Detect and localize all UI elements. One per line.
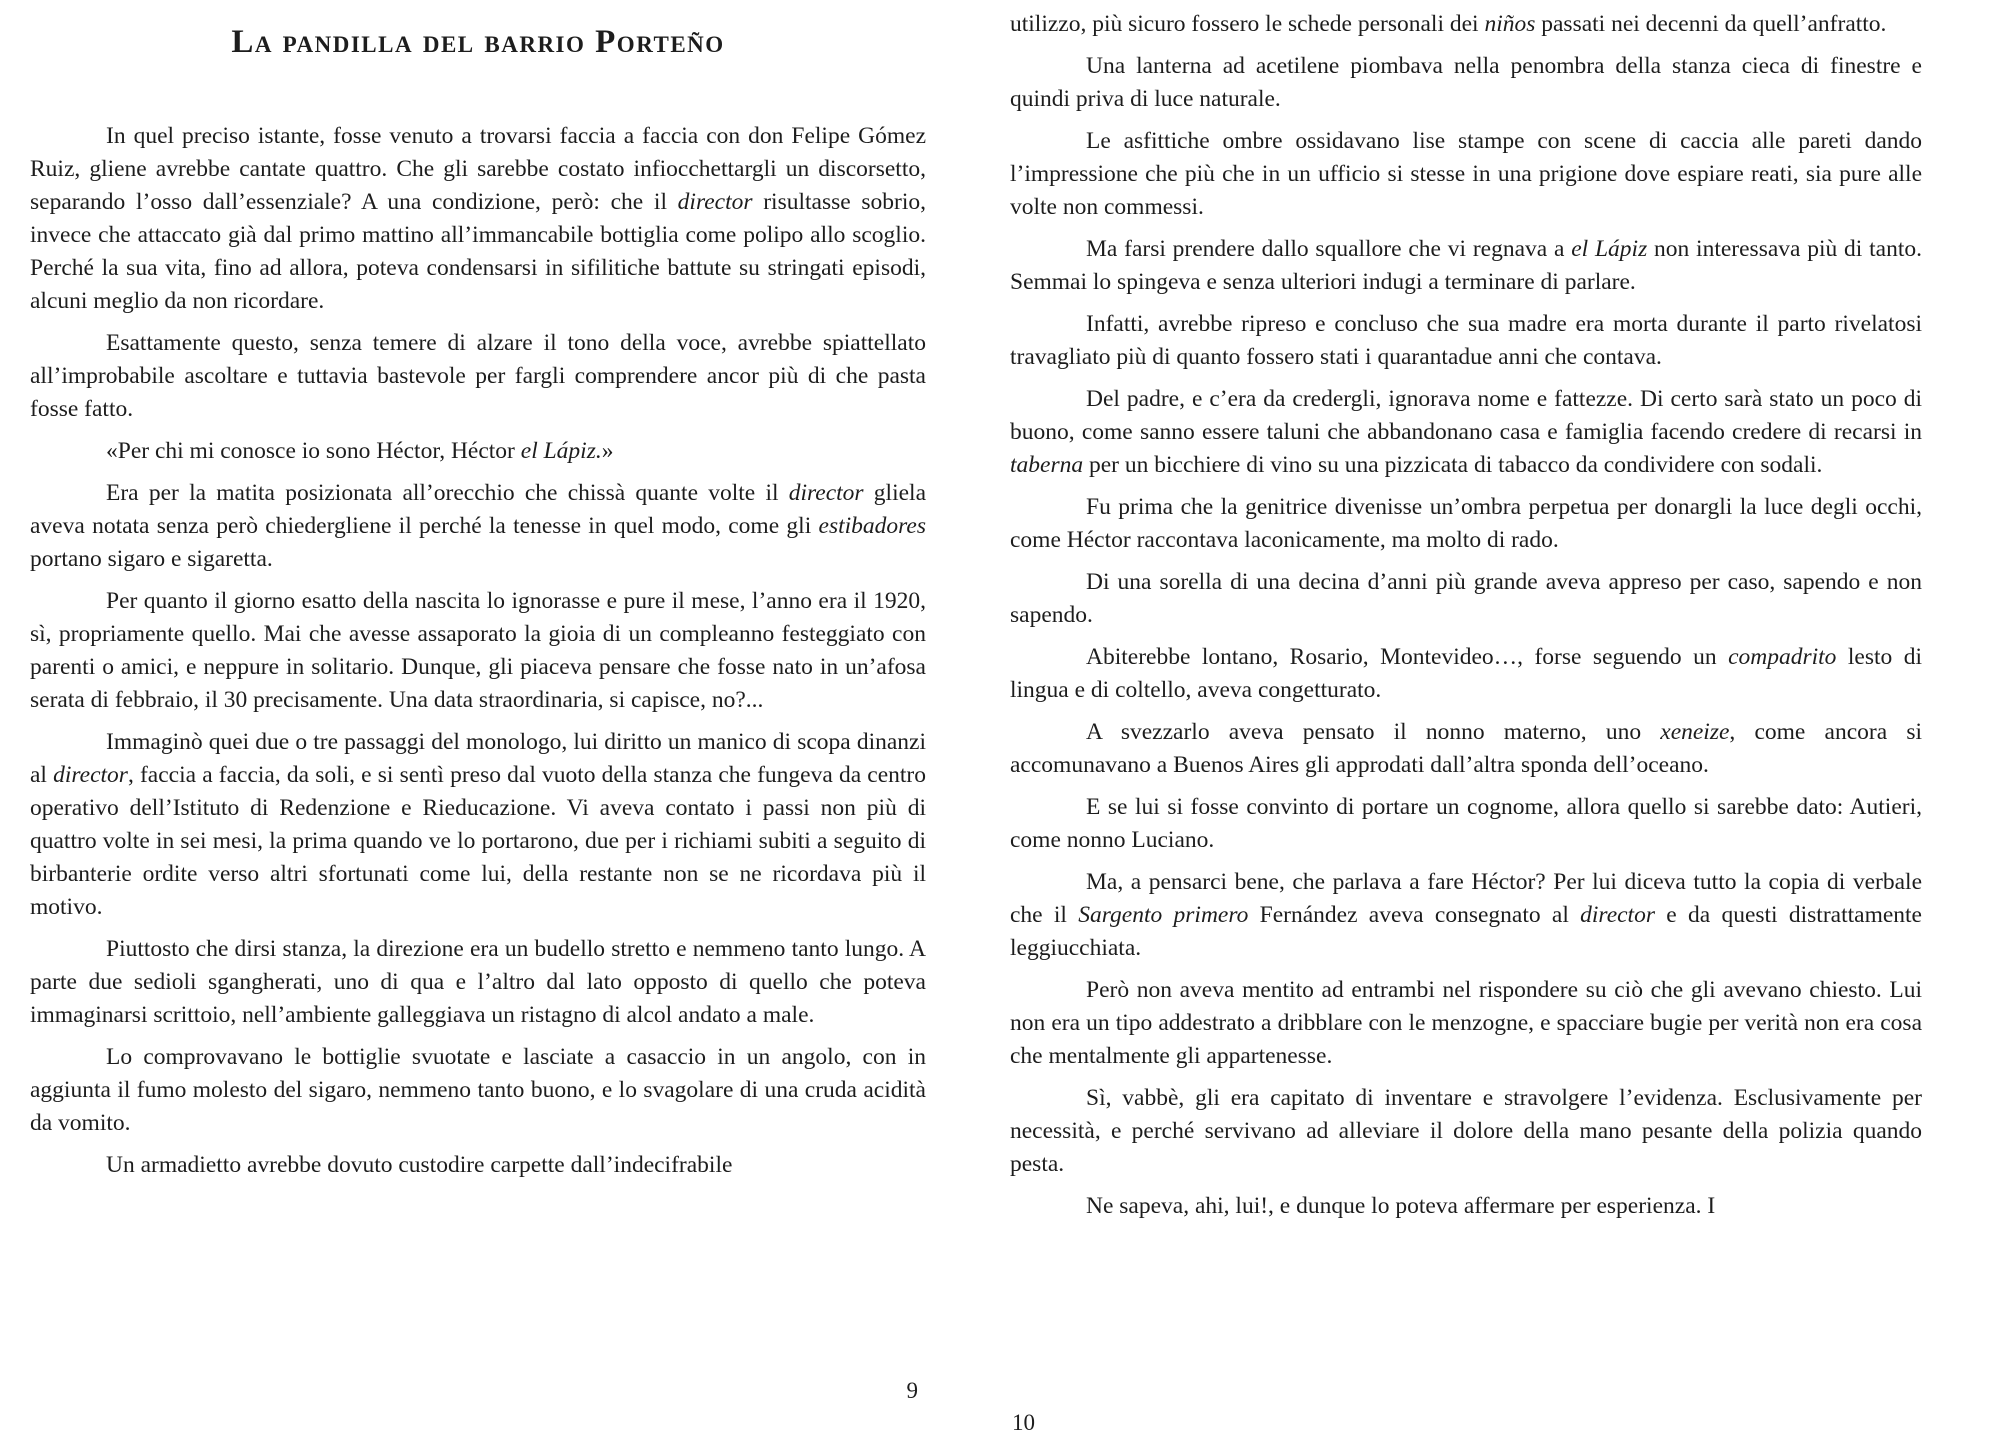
text-segment: Del padre, e c’era da credergli, ignorava nome e fattezze. Di certo sarà stato un poco di buono, come sanno essere taluni che abbandonano casa e famiglia facendo credere di recarsi in — [1010, 386, 1922, 445]
text-segment: Per quanto il giorno esatto della nascita lo ignorasse e pure il mese, l’anno era il 1920, sì, propriamente quello. Mai che avesse assaporato la gioia di un compleanno festeggiato con parenti o amici, e neppure in solitario. Dunque, gli piaceva pensare che fosse nato in un’afosa serata di febbraio, il 30 precisamente. Una data straordinaria, si capisce, no?... — [30, 588, 926, 713]
text-segment: utilizzo, più sicuro fossero le schede personali dei — [1010, 11, 1485, 37]
text-segment: Esattamente questo, senza temere di alzare il tono della voce, avrebbe spiattellato all’improbabile ascoltare e tuttavia bastevole per fargli comprendere ancor più di che pasta fosse fatto. — [30, 330, 926, 422]
foreign-term-italic: director — [53, 762, 128, 788]
paragraph — [30, 327, 926, 426]
foreign-term-italic: compadrito — [1728, 644, 1837, 670]
text-segment: Le asfittiche ombre ossidavano lise stampe con scene di caccia alle pareti dando l’impressione che più che in un ufficio si stesse in una prigione dove espiare reati, sia pure alle volte non commessi. — [1010, 128, 1922, 220]
paragraph — [1010, 233, 1922, 299]
foreign-term-italic: niños — [1484, 11, 1536, 37]
paragraph — [1010, 383, 1922, 482]
paragraph — [1010, 974, 1922, 1073]
paragraph — [30, 477, 926, 576]
text-segment: gliela aveva notata senza però chiedergliene il perché la tenesse in quel modo, come gli — [30, 480, 927, 539]
left-page-number: 9 — [906, 1378, 918, 1403]
text-segment: Ma, a pensarci bene, che parlava a fare Héctor? Per lui diceva tutto la copia di verbale che il — [1010, 869, 1922, 928]
text-segment: In quel preciso istante, fosse venuto a trovarsi faccia a faccia con don Felipe Gómez Ruiz, gliene avrebbe cantate quattro. Che gli sarebbe costato infiocchettargli un discorsetto, separando l’osso dall’essenziale? A una condizione, però: che il — [30, 123, 926, 215]
paragraph — [30, 726, 926, 924]
paragraph — [1010, 566, 1922, 632]
paragraph — [1010, 50, 1922, 116]
text-segment: Un armadietto avrebbe dovuto custodire carpette dall’indecifrabile — [106, 1152, 733, 1178]
text-segment: Abiterebbe lontano, Rosario, Montevideo…, forse seguendo un — [1086, 644, 1729, 670]
foreign-term-italic: director — [1580, 902, 1655, 928]
text-segment: «Per chi mi conosce io sono Héctor, Héctor — [106, 438, 521, 464]
paragraph — [30, 435, 926, 468]
text-segment: per un bicchiere di vino su una pizzicata di tabacco da condividere con sodali. — [1083, 452, 1823, 478]
text-segment: Una lanterna ad acetilene piombava nella penombra della stanza cieca di finestre e quindi priva di luce naturale. — [1010, 53, 1922, 112]
text-segment: , come ancora si accomunavano a Buenos Aires gli approdati dall’altra sponda dell’oceano. — [1010, 719, 1922, 778]
text-segment: Lo comprovavano le bottiglie svuotate e lasciate a casaccio in un angolo, con in aggiunta il fumo molesto del sigaro, nemmeno tanto buono, e lo svagolare di una cruda acidità da vomito. — [30, 1044, 926, 1136]
paragraph — [1010, 308, 1922, 374]
text-segment: Sì, vabbè, gli era capitato di inventare e stravolgere l’evidenza. Esclusivamente per necessità, e perché servivano ad alleviare il dolore della mano pesante della polizia quando pesta. — [1010, 1085, 1922, 1177]
paragraph — [1010, 1082, 1922, 1181]
right-text-column — [1010, 8, 1922, 1223]
paragraph — [30, 1041, 926, 1140]
paragraph — [1010, 1190, 1922, 1223]
text-segment: e da questi distrattamente leggiucchiata. — [1010, 902, 1922, 961]
paragraph — [1010, 866, 1922, 965]
text-segment: Fernández aveva consegnato al — [1248, 902, 1581, 928]
text-segment: Infatti, avrebbe ripreso e concluso che sua madre era morta durante il parto rivelatosi travagliato più di quanto fossero stati i quarantadue anni che contava. — [1010, 311, 1922, 370]
text-segment: Immaginò quei due o tre passaggi del monologo, lui diritto un manico di scopa dinanzi al — [30, 729, 926, 788]
text-segment: A svezzarlo aveva pensato il nonno materno, uno — [1086, 719, 1661, 745]
text-segment: lesto di lingua e di coltello, aveva congetturato. — [1010, 644, 1922, 703]
foreign-term-italic: xeneize — [1660, 719, 1730, 745]
text-segment: Ne sapeva, ahi, lui!, e dunque lo poteva affermare per esperienza. I — [1086, 1193, 1716, 1219]
paragraph — [1010, 125, 1922, 224]
foreign-term-italic: el Lápiz — [1571, 236, 1648, 262]
text-segment: portano sigaro e sigaretta. — [30, 546, 273, 572]
left-text-column — [30, 120, 926, 1182]
text-segment: , faccia a faccia, da soli, e si sentì preso dal vuoto della stanza che fungeva da centro operativo dell’Istituto di Redenzione e Rieducazione. Vi aveva contato i passi non più di quattro volte in sei mesi, la prima quando ve lo portarono, due per i richiami subiti a seguito di birbanterie ordite verso altri sfortunati come lui, della restante non se ne ricordava più il motivo. — [30, 762, 926, 920]
left-page — [30, 0, 926, 1425]
paragraph — [30, 1149, 926, 1182]
text-segment: Era per la matita posizionata all’orecchio che chissà quante volte il — [106, 480, 789, 506]
foreign-term-italic: director — [677, 189, 753, 215]
paragraph — [1010, 8, 1922, 41]
paragraph — [30, 585, 926, 717]
foreign-term-italic: el Lápiz. — [520, 438, 602, 464]
text-segment: Di una sorella di una decina d’anni più grande aveva appreso per caso, sapendo e non sapendo. — [1010, 569, 1922, 628]
foreign-term-italic: director — [788, 480, 864, 506]
paragraph — [30, 933, 926, 1032]
text-segment: E se lui si fosse convinto di portare un cognome, allora quello si sarebbe dato: Autieri, come nonno Luciano. — [1010, 794, 1922, 853]
foreign-term-italic: Sargento primero — [1078, 902, 1249, 928]
text-segment: Fu prima che la genitrice divenisse un’ombra perpetua per donargli la luce degli occhi, come Héctor raccontava laconicamente, ma molto di rado. — [1010, 494, 1922, 553]
paragraph — [1010, 641, 1922, 707]
right-page — [1010, 0, 1922, 1435]
text-segment: non interessava più di tanto. Semmai lo spingeva e senza ulteriori indugi a terminare di parlare. — [1010, 236, 1922, 295]
chapter-title: La pandilla del barrio Porteño — [231, 24, 725, 60]
paragraph — [1010, 791, 1922, 857]
paragraph — [1010, 716, 1922, 782]
text-segment: risultasse sobrio, invece che attaccato già dal primo mattino all’immancabile bottiglia come polipo allo scoglio. Perché la sua vita, fino ad allora, poteva condensarsi in sifilitiche battute su stringati episodi, alcuni meglio da non ricordare. — [30, 189, 926, 314]
foreign-term-italic: taberna — [1010, 452, 1084, 478]
text-segment: Piuttosto che dirsi stanza, la direzione era un budello stretto e nemmeno tanto lungo. A parte due sedioli sgangherati, uno di qua e l’altro dal lato opposto di quello che poteva immaginarsi scrittoio, nell’ambiente galleggiava un ristagno di alcol andato a male. — [30, 936, 926, 1028]
paragraph — [1010, 491, 1922, 557]
text-segment: passati nei decenni da quell’anfratto. — [1535, 11, 1887, 37]
text-segment: Però non aveva mentito ad entrambi nel rispondere su ciò che gli avevano chiesto. Lui non era un tipo addestrato a dribblare con le menzogne, e spacciare bugie per verità non era cosa che mentalmente gli appartenesse. — [1010, 977, 1922, 1069]
foreign-term-italic: estibadores — [818, 513, 926, 539]
right-page-number: 10 — [1012, 1410, 1035, 1435]
paragraph — [30, 120, 926, 318]
text-segment: » — [601, 438, 614, 464]
text-segment: Ma farsi prendere dallo squallore che vi regnava a — [1086, 236, 1572, 262]
